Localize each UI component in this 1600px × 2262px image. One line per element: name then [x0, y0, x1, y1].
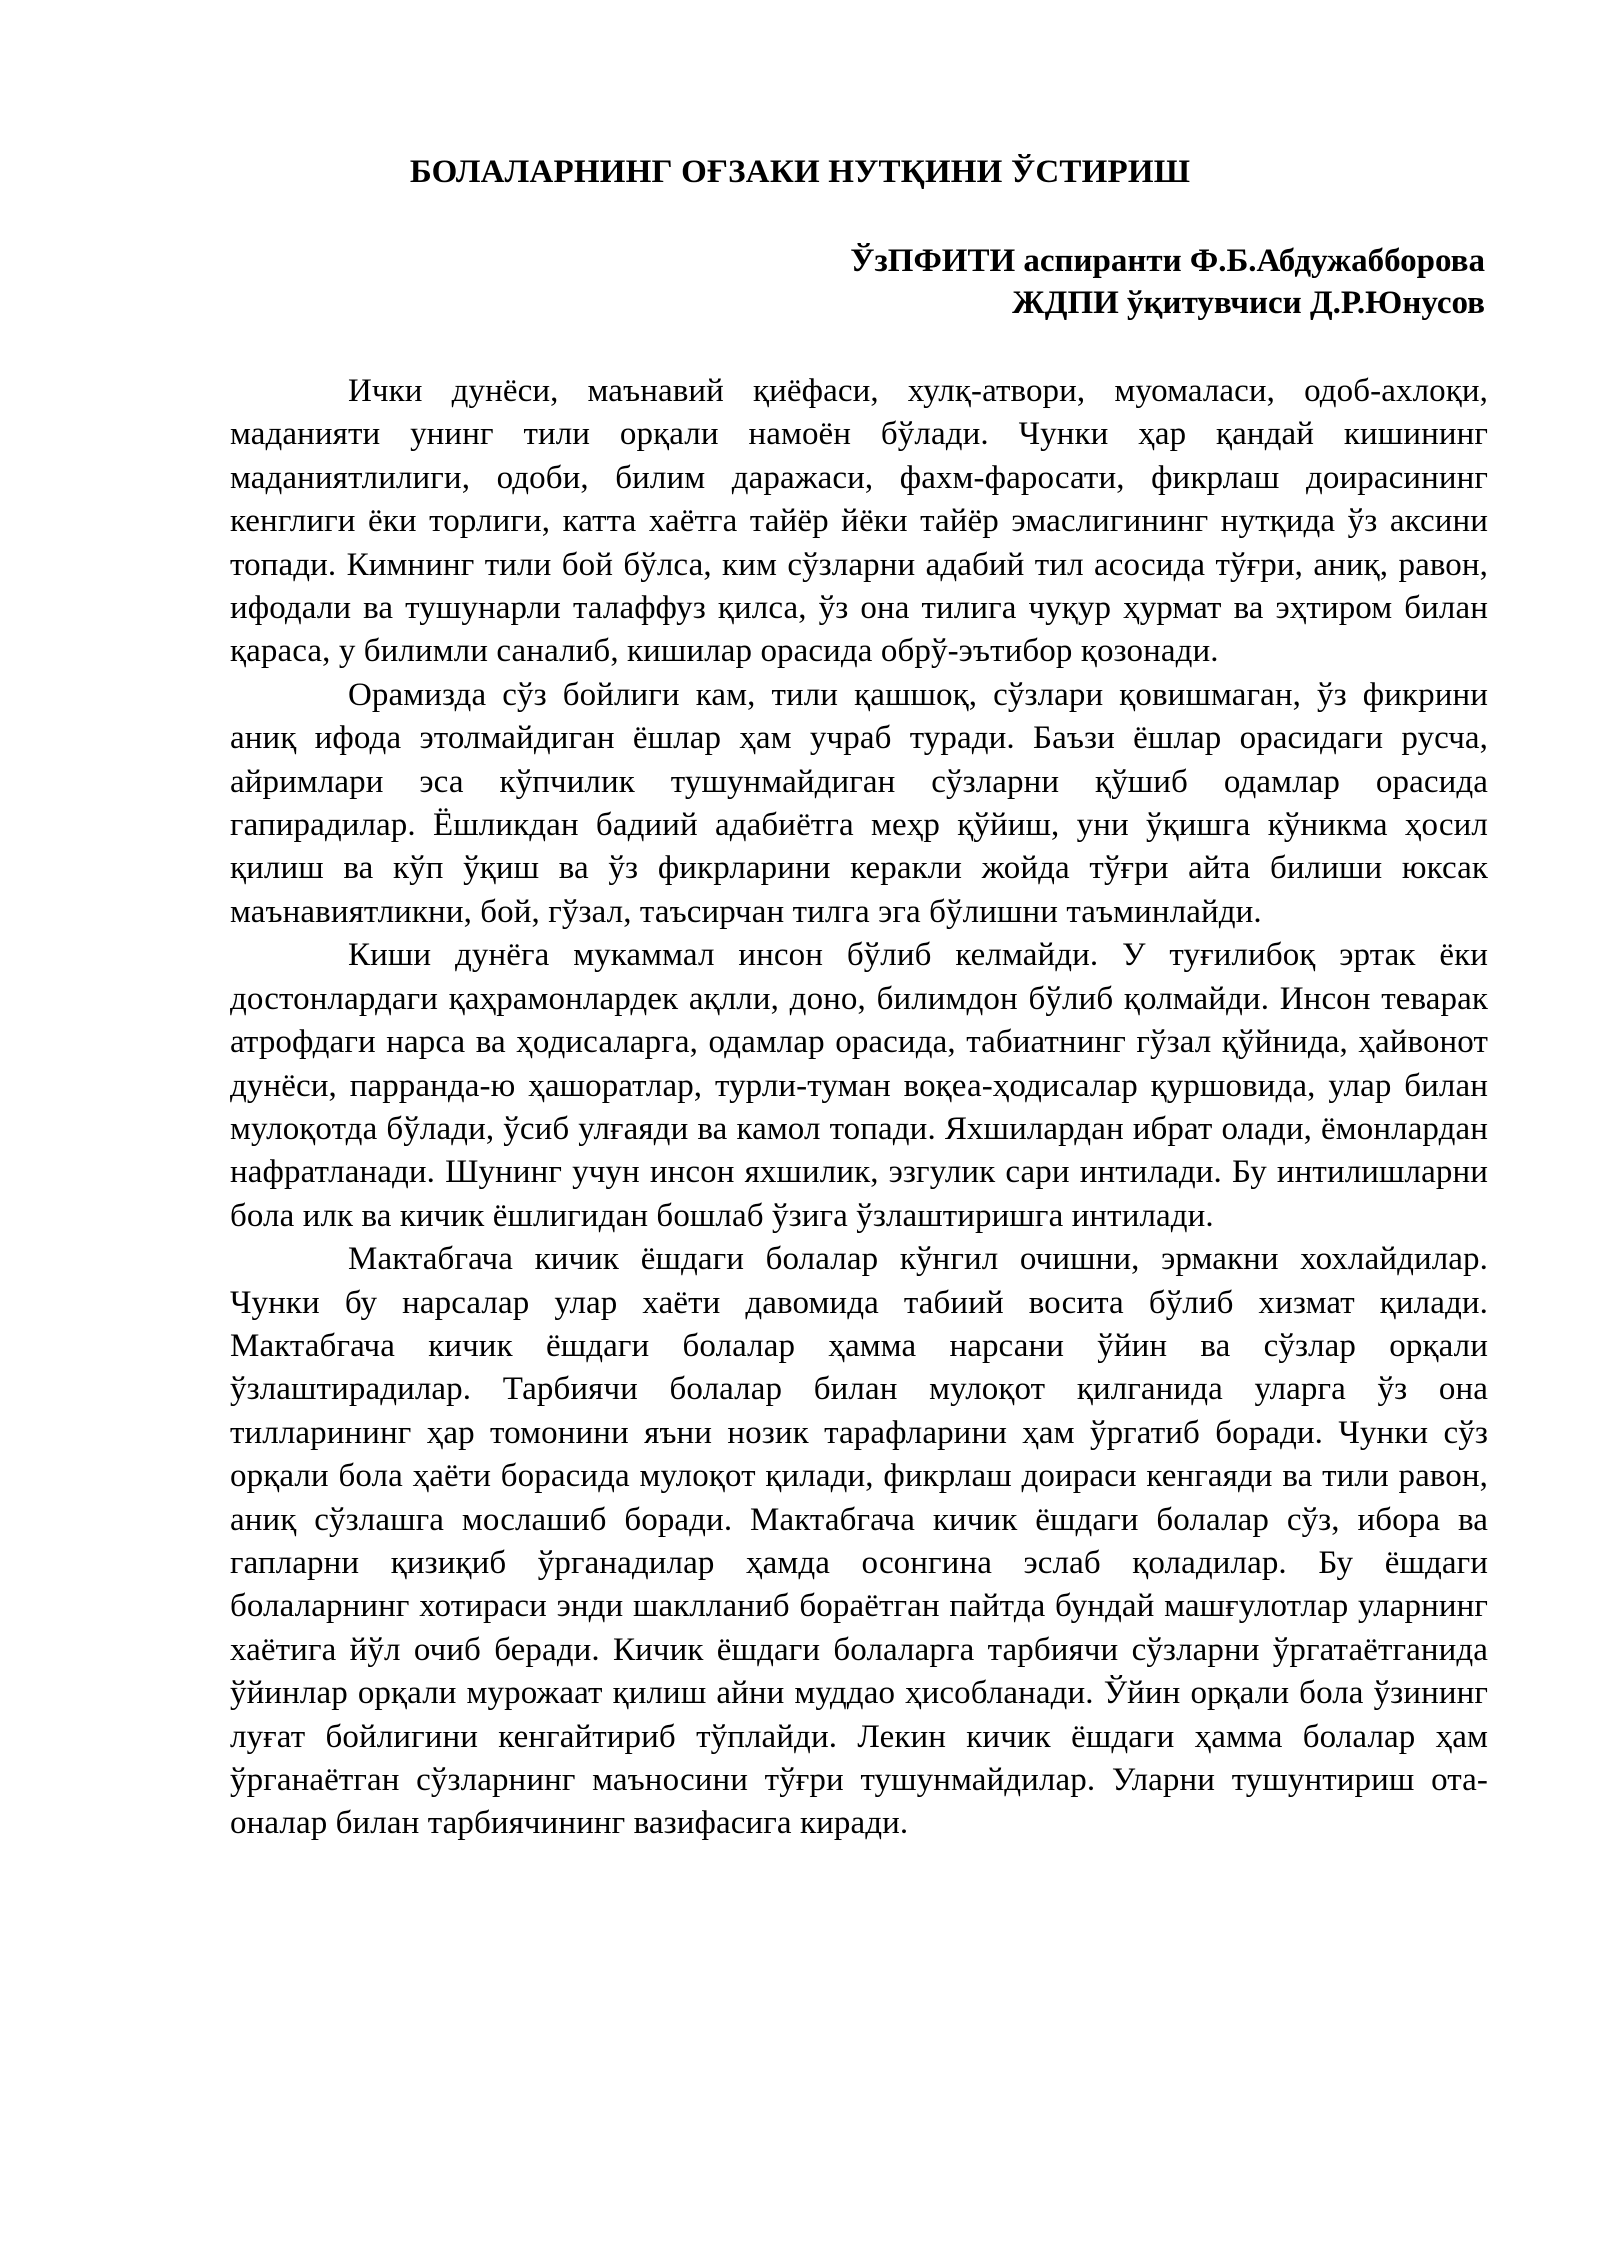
- paragraph-1: Ички дунёси, маънавий қиёфаси, хулқ-атвори, муомаласи, одоб-ахлоқи, маданияти унинг тили орқали намоён бўлади. Чунки ҳар қандай кишининг маданиятлилиги, одоби, билим даражаси, фахм-фаросати, фикрлаш доирасининг кенглиги ёки торлиги, катта хаётга тайёр йёки тайёр эмаслигининг нутқида ўз аксини топади. Кимнинг тили бой бўлса, ким сўзларни адабий тил асосида тўғри, аниқ, равон, ифодали ва тушунарли талаффуз қилса, ўз она тилига чуқур ҳурмат ва эҳтиром билан қараса, у билимли саналиб, кишилар орасида обрў-эътибор қозонади.: [230, 373, 1488, 670]
- document-title: БОЛАЛАРНИНГ ОҒЗАКИ НУТҚИНИ ЎСТИРИШ: [409, 154, 1191, 190]
- author-line-2: ЖДПИ ўқитувчиси Д.Р.Юнусов: [1012, 285, 1485, 321]
- paragraph-4: Мактабгача кичик ёшдаги болалар кўнгил очишни, эрмакни хохлайдилар. Чунки бу нарсалар улар хаёти давомида табиий восита бўлиб хизмат қилади. Мактабгача кичик ёшдаги болалар ҳамма нарсани ўйин ва сўзлар орқали ўзлаштирадилар. Тарбиячи болалар билан мулоқот қилганида уларга ўз она тилларининг ҳар томонини яъни нозик тарафларини ҳам ўргатиб боради. Чунки сўз орқали бола ҳаёти борасида мулоқот қилади, фикрлаш доираси кенгаяди ва тили равон, аниқ сўзлашга мослашиб боради. Мактабгача кичик ёшдаги болалар сўз, ибора ва гапларни қизиқиб ўрганадилар ҳамда осонгина эслаб қоладилар. Бу ёшдаги болаларнинг хотираси энди шаклланиб бораётган пайтда бундай машғулотлар уларнинг хаётига йўл очиб беради. Кичик ёшдаги болаларга тарбиячи сўзларни ўргатаётганида ўйинлар орқали мурожаат қилиш айни муддао ҳисобланади. Ўйин орқали бола ўзининг луғат бойлигини кенгайтириб тўплайди. Лекин кичик ёшдаги ҳамма болалар ҳам ўрганаётган сўзларнинг маъносини тўғри тушунмайдилар. Уларни тушунтириш ота-оналар билан тарбиячининг вазифасига киради.: [230, 1241, 1488, 1842]
- author-block: [850, 240, 1485, 324]
- author-line-1: ЎзПФИТИ аспиранти Ф.Б.Абдужабборова: [850, 243, 1485, 279]
- paragraph-3: Киши дунёга мукаммал инсон бўлиб келмайди. У туғилибоқ эртак ёки достонлардаги қаҳрамонлардек ақлли, доно, билимдон бўлиб қолмайди. Инсон теварак атрофдаги нарса ва ҳодисаларга, одамлар орасида, табиатнинг гўзал қўйнида, ҳайвонот дунёси, парранда-ю ҳашоратлар, турли-туман воқеа-ҳодисалар қуршовида, улар билан мулоқотда бўлади, ўсиб улғаяди ва камол топади. Яхшилардан ибрат олади, ёмонлардан нафратланади. Шунинг учун инсон яхшилик, эзгулик сари интилади. Бу интилишларни бола илк ва кичик ёшлигидан бошлаб ўзига ўзлаштиришга интилади.: [230, 937, 1488, 1234]
- paragraph-2: Орамизда сўз бойлиги кам, тили қашшоқ, сўзлари қовишмаган, ўз фикрини аниқ ифода этолмайдиган ёшлар ҳам учраб туради. Баъзи ёшлар орасидаги русча, айримлари эса кўпчилик тушунмайдиган сўзларни қўшиб одамлар орасида гапирадилар. Ёшликдан бадиий адабиётга меҳр қўйиш, уни ўқишга кўникма ҳосил қилиш ва кўп ўқиш ва ўз фикрларини керакли жойда тўғри айта билиши юксак маънавиятликни, бой, гўзал, таъсирчан тилга эга бўлишни таъминлайди.: [230, 676, 1488, 930]
- document-body: [230, 370, 1488, 1846]
